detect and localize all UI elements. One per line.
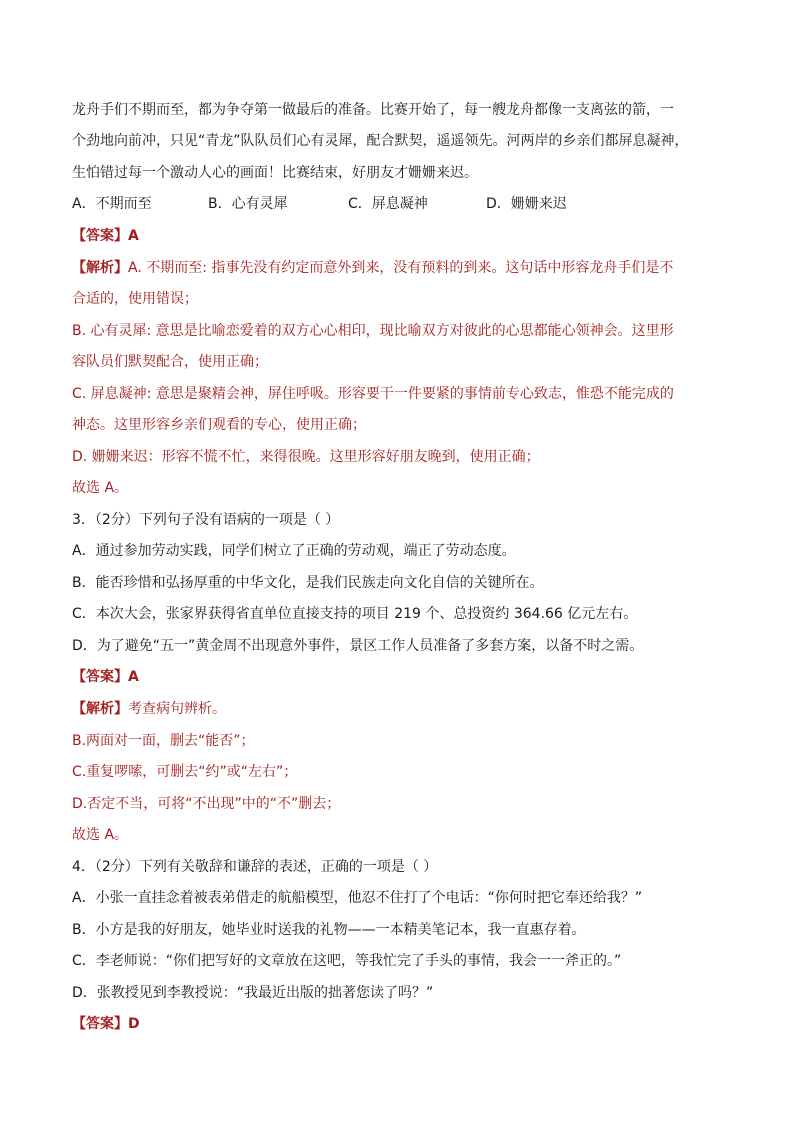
analysis-text: A. 不期而至: 指事先没有约定而意外到来，没有预料的到来。这句话中形容龙舟手们是不	[128, 260, 674, 276]
q2-analysis-line: 容队员们默契配合，使用正确；	[72, 354, 268, 370]
q2-analysis-line	[72, 258, 732, 278]
answer-label: 【答案】	[72, 228, 128, 244]
answer-label: 【答案】	[72, 669, 128, 685]
passage-line: 个劲地向前冲，只见“青龙”队队员们心有灵犀，配合默契，遥遥领先。河两岸的乡亲们都屏息凝神，	[72, 133, 689, 149]
answer-label: 【答案】	[72, 1016, 128, 1032]
q3-analysis-line: B.两面对一面，删去“能否”；	[72, 733, 255, 749]
q2-analysis-line: C. 屏息凝神: 意思是聚精会神，屏住呼吸。形容要干一件要紧的事情前专心致志，惟恐不能完成的	[72, 386, 674, 402]
q4-option-a: A．小张一直挂念着被表弟借走的航船模型，他忍不住打了个电话：“你何时把它奉还给我？”	[72, 890, 643, 906]
q3-conclusion: 故选 A。	[72, 827, 129, 843]
q4-answer	[72, 1014, 732, 1034]
passage-line: 生怕错过每一个激动人心的画面！比赛结束，好朋友才姗姗来迟。	[72, 165, 478, 181]
q2-option-d: D．姗姗来迟	[486, 196, 567, 212]
q2-analysis-line: B. 心有灵犀: 意思是比喻恋爱着的双方心心相印，现比喻双方对彼此的心思都能心领神会。这里形	[72, 323, 674, 339]
q4-option-d: D．张教授见到李教授说：“我最近出版的拙著您读了吗？”	[72, 985, 434, 1001]
q2-analysis-line: D. 姗姗来迟：形容不慌不忙，来得很晚。这里形容好朋友晚到，使用正确；	[72, 449, 540, 465]
answer-value: D	[128, 1016, 140, 1032]
q2-option-a: A．不期而至	[72, 196, 152, 212]
q3-option-d: D．为了避免“五一”黄金周不出现意外事件，景区工作人员准备了多套方案，以备不时之需。	[72, 638, 644, 654]
q3-option-b: B．能否珍惜和弘扬厚重的中华文化，是我们民族走向文化自信的关键所在。	[72, 575, 544, 591]
analysis-label: 【解析】	[72, 260, 128, 276]
q4-option-b: B．小方是我的好朋友，她毕业时送我的礼物——一本精美笔记本，我一直惠存着。	[72, 922, 586, 938]
q3-answer	[72, 667, 732, 687]
q3-analysis-line: D.否定不当，可将“不出现”中的“不”删去；	[72, 796, 341, 812]
q4-option-c: C．李老师说：“你们把写好的文章放在这吧，等我忙完了手头的事情，我会一一斧正的。”	[72, 953, 622, 969]
passage-line: 龙舟手们不期而至，都为争夺第一做最后的准备。比赛开始了，每一艘龙舟都像一支离弦的箭，一	[72, 102, 674, 118]
q2-answer	[72, 226, 732, 246]
answer-value: A	[128, 228, 139, 244]
q3-option-c: C．本次大会，张家界获得省直单位直接支持的项目 219 个、总投资约 364.66 亿元左右。	[72, 606, 638, 622]
q2-analysis-line: 神态。这里形容乡亲们观看的专心，使用正确；	[72, 417, 366, 433]
q3-stem: 3．（2分）下列句子没有语病的一项是（ ）	[72, 512, 340, 528]
q4-stem: 4．（2分）下列有关敬辞和谦辞的表述，正确的一项是（ ）	[72, 859, 438, 875]
analysis-text: 考查病句辨析。	[128, 701, 226, 717]
q2-conclusion: 故选 A。	[72, 480, 129, 496]
q2-analysis-line: 合适的，使用错误；	[72, 291, 198, 307]
q3-analysis-line: C.重复啰嗦，可删去“约”或“左右”；	[72, 764, 298, 780]
q3-option-a: A．通过参加劳动实践，同学们树立了正确的劳动观，端正了劳动态度。	[72, 543, 516, 559]
answer-value: A	[128, 669, 139, 685]
q3-analysis-line	[72, 699, 732, 719]
analysis-label: 【解析】	[72, 701, 128, 717]
q2-option-c: C．屏息凝神	[348, 196, 428, 212]
q2-option-b: B．心有灵犀	[208, 196, 288, 212]
